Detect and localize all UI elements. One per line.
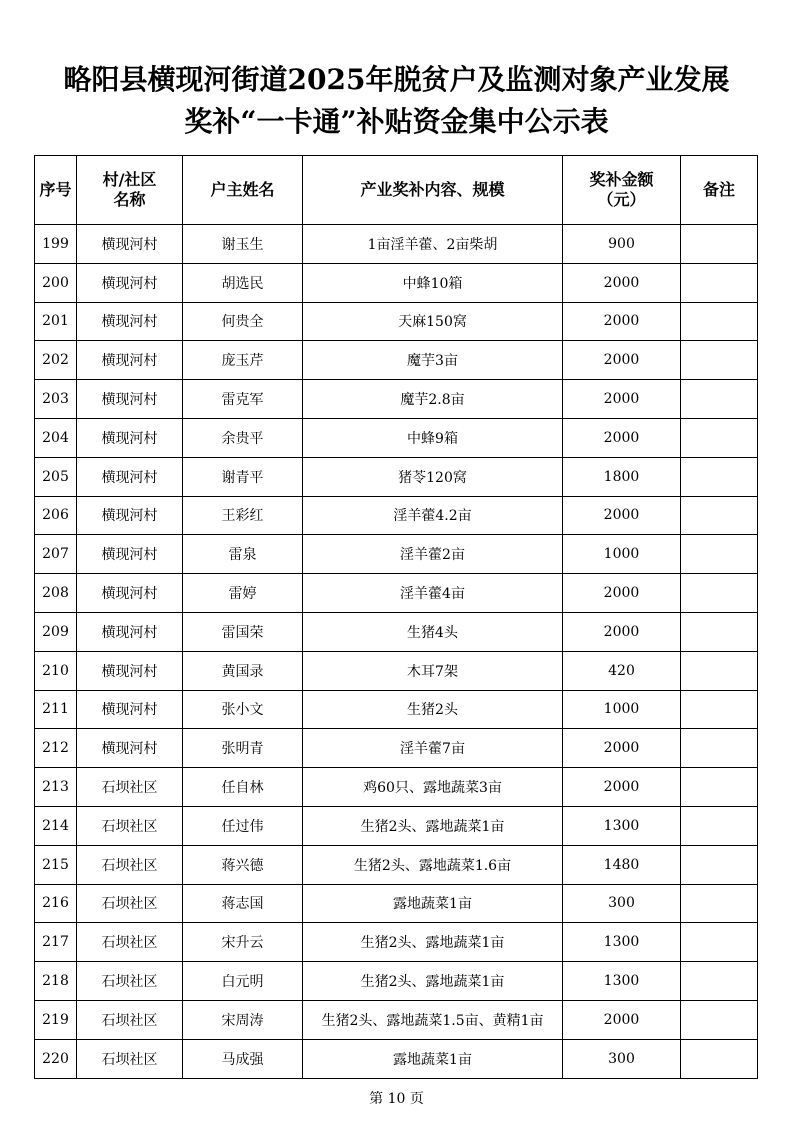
cell-amount: 1000 bbox=[563, 690, 681, 729]
cell-name: 王彩红 bbox=[183, 496, 303, 535]
cell-village: 石坝社区 bbox=[77, 845, 183, 884]
table-row bbox=[35, 845, 758, 884]
cell-village: 横现河村 bbox=[77, 612, 183, 651]
cell-village: 横现河村 bbox=[77, 225, 183, 264]
cell-content: 露地蔬菜1亩 bbox=[303, 1039, 563, 1078]
cell-name: 宋升云 bbox=[183, 923, 303, 962]
table-row bbox=[35, 380, 758, 419]
cell-content: 生猪2头、露地蔬菜1亩 bbox=[303, 806, 563, 845]
cell-name: 黄国录 bbox=[183, 651, 303, 690]
cell-amount: 2000 bbox=[563, 1000, 681, 1039]
cell-name: 蒋兴德 bbox=[183, 845, 303, 884]
header-amount bbox=[563, 156, 681, 225]
cell-name: 余贵平 bbox=[183, 418, 303, 457]
cell-content: 露地蔬菜1亩 bbox=[303, 884, 563, 923]
cell-name: 谢青平 bbox=[183, 457, 303, 496]
cell-seq: 206 bbox=[35, 496, 77, 535]
cell-content: 魔芋3亩 bbox=[303, 341, 563, 380]
cell-content: 生猪2头、露地蔬菜1亩 bbox=[303, 923, 563, 962]
cell-note bbox=[681, 612, 758, 651]
cell-village: 石坝社区 bbox=[77, 1000, 183, 1039]
table-row bbox=[35, 1000, 758, 1039]
cell-name: 马成强 bbox=[183, 1039, 303, 1078]
cell-name: 胡选民 bbox=[183, 263, 303, 302]
cell-amount: 2000 bbox=[563, 729, 681, 768]
cell-amount: 1800 bbox=[563, 457, 681, 496]
cell-seq: 202 bbox=[35, 341, 77, 380]
subsidy-table bbox=[34, 155, 758, 1079]
cell-note bbox=[681, 341, 758, 380]
page-number: 第 10 页 bbox=[369, 1091, 424, 1107]
table-row bbox=[35, 923, 758, 962]
cell-name: 蒋志国 bbox=[183, 884, 303, 923]
cell-seq: 203 bbox=[35, 380, 77, 419]
cell-village: 横现河村 bbox=[77, 651, 183, 690]
cell-name: 张小文 bbox=[183, 690, 303, 729]
cell-content: 木耳7架 bbox=[303, 651, 563, 690]
table-row bbox=[35, 806, 758, 845]
header-content: 产业奖补内容、规模 bbox=[303, 156, 563, 225]
cell-content: 鸡60只、露地蔬菜3亩 bbox=[303, 768, 563, 807]
cell-amount: 1300 bbox=[563, 806, 681, 845]
cell-content: 生猪2头 bbox=[303, 690, 563, 729]
cell-village: 石坝社区 bbox=[77, 768, 183, 807]
cell-village: 横现河村 bbox=[77, 535, 183, 574]
cell-name: 任自林 bbox=[183, 768, 303, 807]
cell-amount: 1300 bbox=[563, 962, 681, 1001]
cell-seq: 208 bbox=[35, 574, 77, 613]
cell-content: 猪苓120窝 bbox=[303, 457, 563, 496]
cell-seq: 212 bbox=[35, 729, 77, 768]
cell-content: 生猪2头、露地蔬菜1亩 bbox=[303, 962, 563, 1001]
cell-content: 1亩淫羊藿、2亩柴胡 bbox=[303, 225, 563, 264]
cell-village: 石坝社区 bbox=[77, 1039, 183, 1078]
cell-note bbox=[681, 1039, 758, 1078]
cell-village: 横现河村 bbox=[77, 263, 183, 302]
cell-seq: 199 bbox=[35, 225, 77, 264]
cell-seq: 214 bbox=[35, 806, 77, 845]
table-row bbox=[35, 962, 758, 1001]
cell-village: 横现河村 bbox=[77, 418, 183, 457]
cell-name: 任过伟 bbox=[183, 806, 303, 845]
table-row bbox=[35, 263, 758, 302]
cell-amount: 1000 bbox=[563, 535, 681, 574]
table-row bbox=[35, 457, 758, 496]
header-note: 备注 bbox=[681, 156, 758, 225]
table-row bbox=[35, 574, 758, 613]
cell-amount: 420 bbox=[563, 651, 681, 690]
table-row bbox=[35, 302, 758, 341]
cell-content: 中蜂10箱 bbox=[303, 263, 563, 302]
cell-seq: 215 bbox=[35, 845, 77, 884]
cell-amount: 2000 bbox=[563, 341, 681, 380]
cell-amount: 2000 bbox=[563, 380, 681, 419]
cell-content: 淫羊藿4.2亩 bbox=[303, 496, 563, 535]
table-row bbox=[35, 496, 758, 535]
header-amount-text: 奖补金额 （元） bbox=[589, 170, 654, 209]
cell-seq: 201 bbox=[35, 302, 77, 341]
table-row bbox=[35, 729, 758, 768]
cell-name: 谢玉生 bbox=[183, 225, 303, 264]
table-row bbox=[35, 418, 758, 457]
cell-note bbox=[681, 302, 758, 341]
table-row bbox=[35, 341, 758, 380]
cell-content: 生猪4头 bbox=[303, 612, 563, 651]
cell-content: 淫羊藿2亩 bbox=[303, 535, 563, 574]
cell-name: 张明青 bbox=[183, 729, 303, 768]
cell-note bbox=[681, 962, 758, 1001]
cell-amount: 2000 bbox=[563, 574, 681, 613]
cell-seq: 217 bbox=[35, 923, 77, 962]
cell-content: 淫羊藿4亩 bbox=[303, 574, 563, 613]
cell-amount: 1300 bbox=[563, 923, 681, 962]
table-header-row bbox=[35, 156, 758, 225]
cell-content: 生猪2头、露地蔬菜1.6亩 bbox=[303, 845, 563, 884]
header-name: 户主姓名 bbox=[183, 156, 303, 225]
cell-note bbox=[681, 651, 758, 690]
cell-amount: 2000 bbox=[563, 418, 681, 457]
cell-note bbox=[681, 418, 758, 457]
table-row bbox=[35, 690, 758, 729]
cell-amount: 900 bbox=[563, 225, 681, 264]
cell-amount: 300 bbox=[563, 884, 681, 923]
cell-note bbox=[681, 225, 758, 264]
cell-note bbox=[681, 574, 758, 613]
header-seq: 序号 bbox=[35, 156, 77, 225]
cell-content: 天麻150窝 bbox=[303, 302, 563, 341]
cell-note bbox=[681, 729, 758, 768]
cell-village: 横现河村 bbox=[77, 302, 183, 341]
table-row bbox=[35, 884, 758, 923]
cell-village: 横现河村 bbox=[77, 457, 183, 496]
cell-amount: 2000 bbox=[563, 768, 681, 807]
cell-seq: 205 bbox=[35, 457, 77, 496]
cell-note bbox=[681, 845, 758, 884]
cell-seq: 209 bbox=[35, 612, 77, 651]
cell-amount: 300 bbox=[563, 1039, 681, 1078]
cell-village: 横现河村 bbox=[77, 690, 183, 729]
cell-note bbox=[681, 690, 758, 729]
cell-note bbox=[681, 263, 758, 302]
document-title-line-1: 略阳县横现河街道2025年脱贫户及监测对象产业发展 bbox=[63, 63, 730, 96]
cell-amount: 2000 bbox=[563, 302, 681, 341]
cell-content: 魔芋2.8亩 bbox=[303, 380, 563, 419]
table-row bbox=[35, 768, 758, 807]
document-title-line-2: 奖补“一卡通”补贴资金集中公示表 bbox=[184, 105, 609, 138]
cell-amount: 2000 bbox=[563, 612, 681, 651]
cell-amount: 2000 bbox=[563, 263, 681, 302]
cell-seq: 200 bbox=[35, 263, 77, 302]
cell-name: 雷国荣 bbox=[183, 612, 303, 651]
cell-village: 石坝社区 bbox=[77, 923, 183, 962]
cell-name: 雷婷 bbox=[183, 574, 303, 613]
cell-name: 雷克军 bbox=[183, 380, 303, 419]
cell-content: 中蜂9箱 bbox=[303, 418, 563, 457]
cell-note bbox=[681, 496, 758, 535]
header-village-text: 村/社区 名称 bbox=[102, 170, 157, 209]
cell-note bbox=[681, 457, 758, 496]
cell-seq: 207 bbox=[35, 535, 77, 574]
cell-note bbox=[681, 884, 758, 923]
cell-village: 石坝社区 bbox=[77, 884, 183, 923]
table-row bbox=[35, 535, 758, 574]
cell-note bbox=[681, 923, 758, 962]
cell-seq: 211 bbox=[35, 690, 77, 729]
table-row bbox=[35, 1039, 758, 1078]
cell-note bbox=[681, 806, 758, 845]
cell-name: 雷泉 bbox=[183, 535, 303, 574]
cell-amount: 2000 bbox=[563, 496, 681, 535]
header-village bbox=[77, 156, 183, 225]
cell-seq: 218 bbox=[35, 962, 77, 1001]
cell-seq: 210 bbox=[35, 651, 77, 690]
cell-seq: 213 bbox=[35, 768, 77, 807]
cell-name: 宋周涛 bbox=[183, 1000, 303, 1039]
cell-content: 淫羊藿7亩 bbox=[303, 729, 563, 768]
cell-amount: 1480 bbox=[563, 845, 681, 884]
cell-name: 何贵全 bbox=[183, 302, 303, 341]
table-row bbox=[35, 612, 758, 651]
cell-village: 横现河村 bbox=[77, 496, 183, 535]
cell-village: 横现河村 bbox=[77, 574, 183, 613]
cell-content: 生猪2头、露地蔬菜1.5亩、黄精1亩 bbox=[303, 1000, 563, 1039]
table-row bbox=[35, 225, 758, 264]
cell-village: 横现河村 bbox=[77, 341, 183, 380]
cell-note bbox=[681, 380, 758, 419]
table-row bbox=[35, 651, 758, 690]
cell-seq: 216 bbox=[35, 884, 77, 923]
cell-name: 白元明 bbox=[183, 962, 303, 1001]
cell-name: 庞玉芹 bbox=[183, 341, 303, 380]
cell-note bbox=[681, 768, 758, 807]
cell-note bbox=[681, 1000, 758, 1039]
cell-village: 横现河村 bbox=[77, 729, 183, 768]
cell-note bbox=[681, 535, 758, 574]
cell-seq: 219 bbox=[35, 1000, 77, 1039]
cell-seq: 220 bbox=[35, 1039, 77, 1078]
cell-village: 石坝社区 bbox=[77, 962, 183, 1001]
cell-village: 横现河村 bbox=[77, 380, 183, 419]
cell-seq: 204 bbox=[35, 418, 77, 457]
cell-village: 石坝社区 bbox=[77, 806, 183, 845]
